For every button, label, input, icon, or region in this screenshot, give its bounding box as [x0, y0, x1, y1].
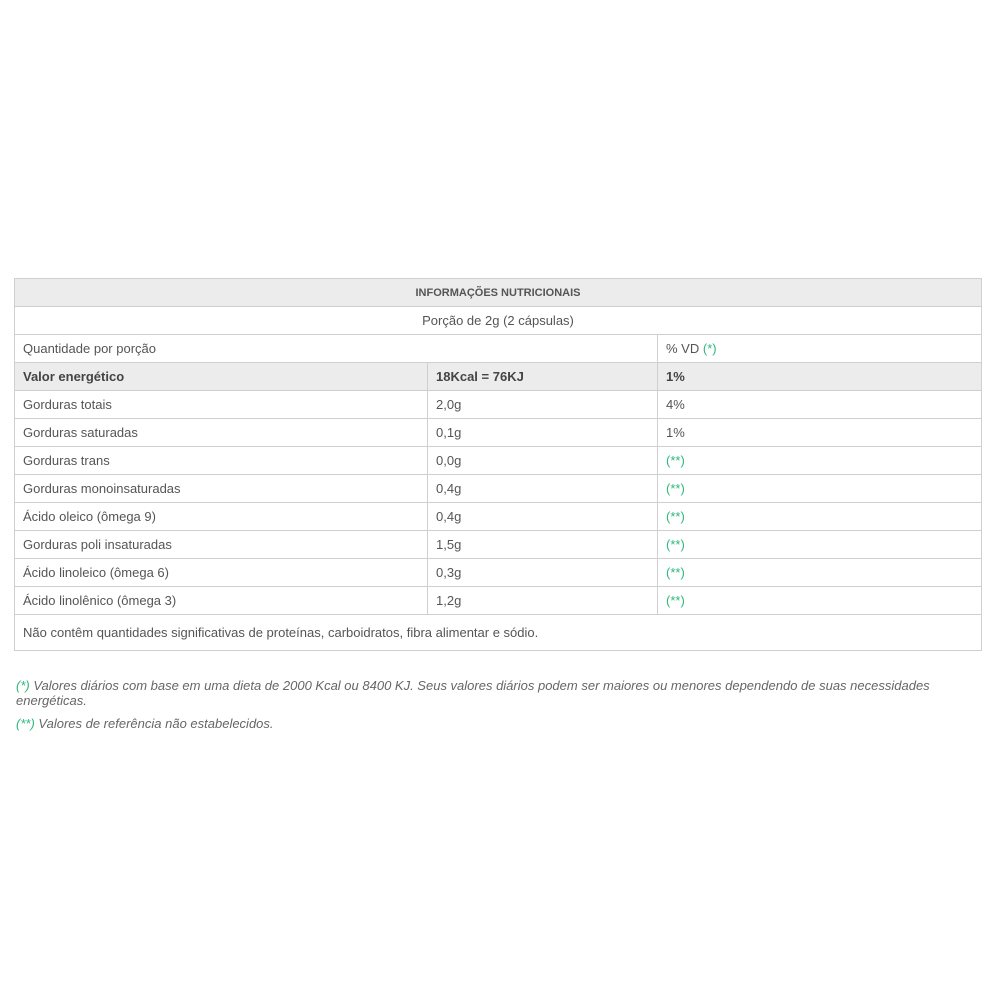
nutrient-daily-value: (**) [658, 559, 982, 587]
nutrition-facts-table [14, 278, 982, 651]
nutrient-amount: 1,2g [428, 587, 658, 615]
table-row [15, 559, 982, 587]
nutrient-daily-value: (**) [658, 531, 982, 559]
footnote-text: Valores de referência não estabelecidos. [38, 716, 274, 731]
nutrient-name: Gorduras poli insaturadas [15, 531, 428, 559]
table-title-row [15, 279, 982, 307]
portion-row [15, 307, 982, 335]
nutrient-amount: 0,4g [428, 503, 658, 531]
daily-value-header [658, 335, 982, 363]
table-row [15, 475, 982, 503]
nutrient-amount: 1,5g [428, 531, 658, 559]
table-row [15, 363, 982, 391]
table-note: Não contêm quantidades significativas de proteínas, carboidratos, fibra alimentar e sódio. [15, 615, 982, 651]
nutrient-daily-value: (**) [658, 587, 982, 615]
table-row [15, 419, 982, 447]
quantity-per-portion-header: Quantidade por porção [15, 335, 658, 363]
nutrient-amount: 0,1g [428, 419, 658, 447]
nutrient-name: Ácido linoleico (ômega 6) [15, 559, 428, 587]
footnote-marker: (**) [16, 716, 35, 731]
nutrient-daily-value: 1% [658, 419, 982, 447]
table-header-row [15, 335, 982, 363]
table-title: INFORMAÇÕES NUTRICIONAIS [15, 279, 982, 307]
nutrient-amount: 0,0g [428, 447, 658, 475]
daily-value-marker: (*) [702, 341, 717, 356]
table-row [15, 447, 982, 475]
footnote-text: Valores diários com base em uma dieta de 2000 Kcal ou 8400 KJ. Seus valores diários podem ser maiores ou menores dependendo de suas necessidades energéticas. [16, 678, 930, 708]
nutrient-name: Gorduras monoinsaturadas [15, 475, 428, 503]
portion-size: Porção de 2g (2 cápsulas) [15, 307, 982, 335]
nutrient-amount: 0,3g [428, 559, 658, 587]
nutrient-name: Ácido oleico (ômega 9) [15, 503, 428, 531]
footnote-marker: (*) [16, 678, 30, 693]
nutrient-amount: 0,4g [428, 475, 658, 503]
table-note-row [15, 615, 982, 651]
table-row [15, 531, 982, 559]
nutrient-amount: 2,0g [428, 391, 658, 419]
nutrient-name: Gorduras trans [15, 447, 428, 475]
daily-value-label: % VD [666, 341, 700, 356]
nutrient-name: Gorduras saturadas [15, 419, 428, 447]
nutrient-name: Valor energético [15, 363, 428, 391]
table-row [15, 587, 982, 615]
nutrient-name: Gorduras totais [15, 391, 428, 419]
nutrient-amount: 18Kcal = 76KJ [428, 363, 658, 391]
nutrient-daily-value: (**) [658, 475, 982, 503]
footnote-daily-values [16, 678, 984, 708]
footnote-reference-values [16, 716, 984, 731]
table-row [15, 503, 982, 531]
nutrient-daily-value: 1% [658, 363, 982, 391]
nutrient-name: Ácido linolênico (ômega 3) [15, 587, 428, 615]
nutrient-daily-value: (**) [658, 503, 982, 531]
nutrient-daily-value: (**) [658, 447, 982, 475]
nutrient-daily-value: 4% [658, 391, 982, 419]
table-row [15, 391, 982, 419]
